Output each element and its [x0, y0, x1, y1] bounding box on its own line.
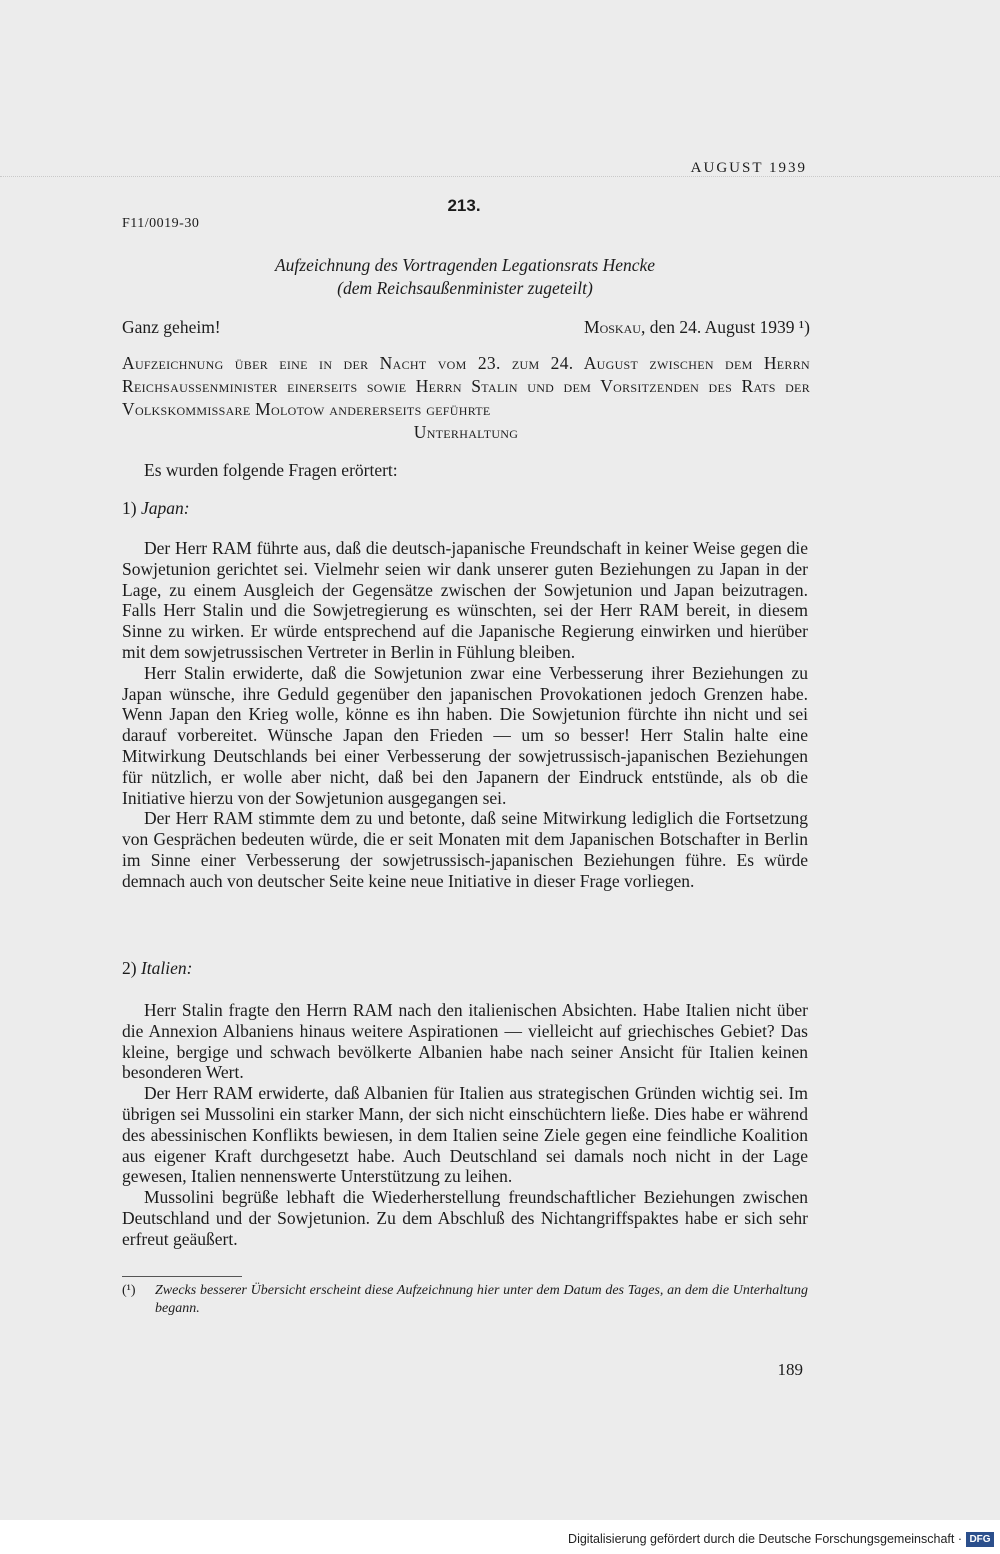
- subject-heading: [122, 352, 810, 444]
- classification: Ganz geheim!: [122, 317, 221, 337]
- document-title: [122, 254, 808, 300]
- paragraph: Der Herr RAM führte aus, daß die deutsch-japanische Freundschaft in keiner Weise gegen die Sowjetunion gerichtet sei. Vielmehr seien wir dank unserer guten Beziehungen zu Japan in der Lage, zu einem Ausgleich der Gegensätze zwischen der Sowjetunion und Japan beizutragen. Falls Herr Stalin und die Sowjetregierung es wünschten, sei der Herr RAM bereit, in diesem Sinne zu wirken. Er würde entsprechend auf die Japanische Regierung einwirken und hierüber mit dem sowjetrussischen Vertreter in Berlin in Fühlung bleiben.: [122, 538, 808, 662]
- document-number: 213.: [447, 196, 481, 215]
- dfg-logo: DFG: [966, 1532, 994, 1547]
- title-line-1: Aufzeichnung des Vortragenden Legationsrats Hencke: [274, 255, 656, 275]
- archive-reference: F11/0019-30: [122, 216, 200, 231]
- title-line-2: (dem Reichsaußenminister zugeteilt): [337, 278, 593, 298]
- paragraph: Der Herr RAM erwiderte, daß Albanien für Italien aus strategischen Gründen wichtig sei. Im übrigen sei Mussolini ein starker Mann, der sich nicht einschüchtern ließe. Dies habe er während des abessinischen Konflikts bewiesen, in dem Italien seine Ziele gegen eine feindliche Koalition aus eigener Kraft durchgesetzt habe. Auch Deutschland sei damals noch nicht in der Lage gewesen, Italien nennenswerte Unterstützung zu leihen.: [122, 1083, 808, 1187]
- funding-credit: Digitalisierung gefördert durch die Deutsche Forschungsgemeinschaft ·: [568, 1532, 962, 1546]
- section-title: Japan:: [140, 498, 190, 518]
- footnote-mark: (¹): [122, 1283, 136, 1298]
- footnote: [122, 1282, 808, 1318]
- place: Moskau: [584, 317, 641, 337]
- date: , den 24. August 1939 ¹): [640, 317, 810, 337]
- section-heading-japan: [122, 498, 190, 519]
- footer-bar: [0, 1520, 1000, 1554]
- paragraph: Herr Stalin erwiderte, daß die Sowjetunion zwar eine Verbesserung ihrer Beziehungen zu Japan wünsche, ihre Geduld gegenüber den japanischen Provokationen jedoch Grenzen habe. Wenn Japan den Krieg wolle, könne es ihn haben. Die Sowjetunion fürchte ihn nicht und sei darauf vorbereitet. Wünsche Japan den Frieden — um so besser! Herr Stalin halte eine Mitwirkung Deutschlands bei einer Verbesserung der sowjetrussisch-japanischen Beziehungen für nützlich, er wolle aber nicht, daß bei den Japanern der Eindruck entstünde, als ob die Initiative hierzu von der Sowjetunion ausgegangen sei.: [122, 662, 808, 808]
- running-header-date: AUGUST 1939: [690, 160, 807, 176]
- subject-text: Aufzeichnung über eine in der Nacht vom 23. zum 24. August zwischen dem Herrn Reichsaussenminister einerseits sowie Herrn Stalin und dem Vorsitzenden des Rats der Volkskommissare Molotow andererseits geführte: [122, 353, 810, 419]
- section-heading-italien: [122, 958, 192, 979]
- page-number: 189: [777, 1360, 803, 1379]
- section-body-japan: [122, 538, 808, 892]
- footnote-text: Zwecks besserer Übersicht erscheint diese Aufzeichnung hier unter dem Datum des Tages, an dem die Unterhaltung begann.: [155, 1283, 808, 1316]
- section-number: 2): [122, 958, 137, 978]
- section-body-italien: [122, 1000, 808, 1250]
- intro-line: Es wurden folgende Fragen erörtert:: [144, 460, 398, 480]
- paragraph: Der Herr RAM stimmte dem zu und betonte, daß seine Mitwirkung lediglich die Fortsetzung von Gesprächen bedeuten würde, die er seit Monaten mit dem Japanischen Botschafter in Berlin im Sinne einer Verbesserung der sowjetrussisch-japanischen Beziehungen führe. Es würde demnach auch von deutscher Seite keine neue Initiative in dieser Frage vorliegen.: [122, 808, 808, 891]
- place-date: [584, 317, 810, 338]
- paragraph: Mussolini begrüße lebhaft die Wiederherstellung freundschaftlicher Beziehungen zwischen Deutschland und der Sowjetunion. Zu dem Abschluß des Nichtangriffspaktes habe er sich sehr erfreut geäußert.: [122, 1187, 808, 1249]
- meta-row: [122, 317, 810, 338]
- subject-text-last: Unterhaltung: [413, 422, 519, 442]
- section-title: Italien:: [140, 958, 193, 978]
- section-number: 1): [122, 498, 137, 518]
- header-rule: [0, 176, 1000, 178]
- footnote-rule: [122, 1276, 242, 1277]
- paragraph: Herr Stalin fragte den Herrn RAM nach den italienischen Absichten. Habe Italien nicht über die Annexion Albaniens hinaus weitere Aspirationen — vielleicht auf griechisches Gebiet? Das kleine, bergige und schwach bevölkerte Albanien habe nach seiner Ansicht für Italien keinen besonderen Wert.: [122, 1000, 808, 1083]
